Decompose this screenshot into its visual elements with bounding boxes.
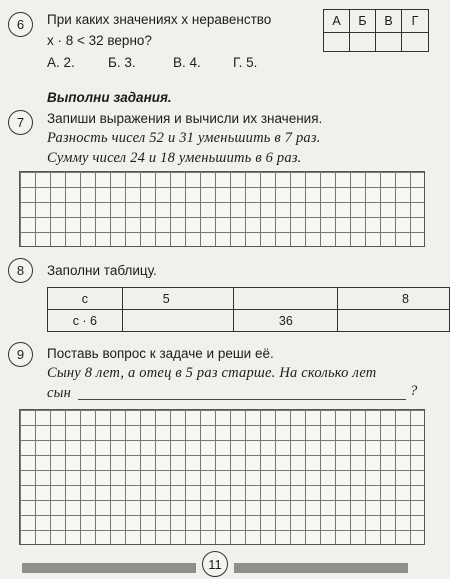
- table-cell: с: [48, 288, 123, 310]
- table-cell: 36: [234, 310, 338, 332]
- section-title: Выполни задания.: [47, 90, 172, 105]
- table-cell: 5: [122, 288, 233, 310]
- table-cell[interactable]: [234, 288, 338, 310]
- task-9-question-mark: ?: [410, 383, 418, 399]
- table-row: [48, 310, 450, 332]
- answer-letter-c: В: [376, 10, 402, 32]
- task-9-line1: Сыну 8 лет, а отец в 5 раз старше. На сколько лет: [47, 365, 377, 381]
- answer-letters-box: [323, 9, 429, 33]
- task-6-option-a: А. 2.: [47, 55, 75, 70]
- footer-bar-right: [234, 563, 408, 573]
- answer-line[interactable]: [78, 399, 406, 400]
- fill-table: [47, 287, 450, 332]
- task-9-work-grid[interactable]: [19, 409, 425, 545]
- task-7-line2: Сумму чисел 24 и 18 уменьшить в 6 раз.: [47, 150, 302, 166]
- task-8-instruction: Заполни таблицу.: [47, 263, 157, 278]
- task-7-instruction: Запиши выражения и вычисли их значения.: [47, 111, 323, 126]
- task-7-number: 7: [8, 110, 33, 135]
- task-9-line2-start: сын: [47, 385, 72, 401]
- answer-mark-cell[interactable]: [350, 31, 376, 51]
- task-6-option-c: В. 4.: [173, 55, 201, 70]
- table-cell: с · 6: [48, 310, 123, 332]
- answer-letter-a: А: [324, 10, 350, 32]
- task-6-option-b: Б. 3.: [108, 55, 136, 70]
- table-cell[interactable]: [122, 310, 233, 332]
- answer-letter-b: Б: [350, 10, 376, 32]
- table-cell[interactable]: [338, 310, 450, 332]
- answer-letter-d: Г: [411, 14, 419, 28]
- task-6-number: 6: [8, 12, 33, 37]
- answer-mark-cell[interactable]: [324, 31, 350, 51]
- answer-mark-cell[interactable]: [402, 31, 428, 51]
- task-6-question-line1: При каких значениях х неравенство: [47, 12, 272, 27]
- task-8-number: 8: [8, 258, 33, 283]
- table-row: [48, 288, 450, 310]
- answer-mark-row[interactable]: [323, 31, 429, 52]
- task-7-line1: Разность чисел 52 и 31 уменьшить в 7 раз.: [47, 130, 321, 146]
- answer-mark-cell[interactable]: [376, 31, 402, 51]
- task-9-number: 9: [8, 342, 33, 367]
- page-number: 11: [202, 551, 228, 577]
- task-6-question-line2: х · 8 < 32 верно?: [47, 33, 152, 48]
- task-7-work-grid[interactable]: [19, 171, 425, 247]
- table-cell: 8: [338, 288, 450, 310]
- footer-bar-left: [22, 563, 196, 573]
- task-9-instruction: Поставь вопрос к задаче и реши её.: [47, 346, 274, 361]
- task-6-option-d: Г. 5.: [233, 55, 258, 70]
